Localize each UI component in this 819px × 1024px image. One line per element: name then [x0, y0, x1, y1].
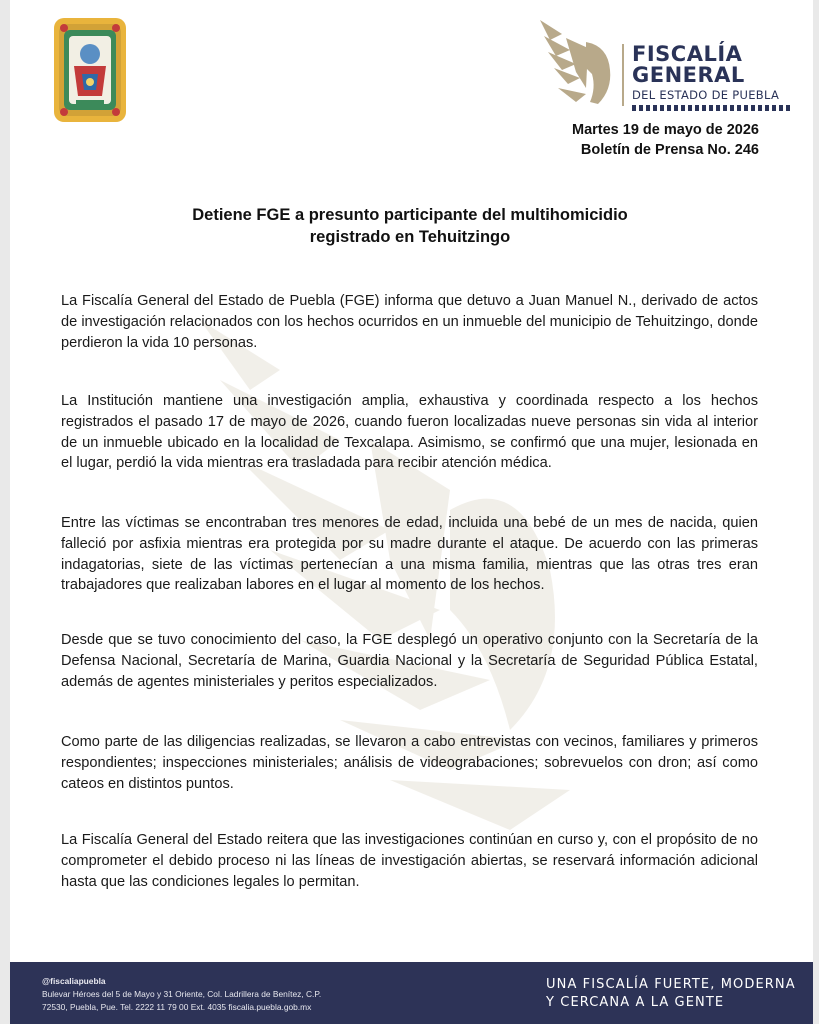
- brand-line2: GENERAL: [632, 63, 745, 87]
- social-handle: @fiscaliapuebla: [42, 976, 106, 986]
- footer-slogan: [546, 976, 796, 1012]
- brand-divider: [622, 44, 624, 106]
- brand-dots: [632, 105, 790, 111]
- bulletin-number: Boletín de Prensa No. 246: [580, 142, 759, 158]
- footer-contact: [42, 975, 321, 1014]
- slogan-line1: UNA FISCALÍA FUERTE, MODERNA: [546, 977, 796, 992]
- footer-address-1: Bulevar Héroes del 5 de Mayo y 31 Oriente, Col. Ladrillera de Benítez, C.P.: [42, 989, 322, 999]
- paragraph-4: Desde que se tuvo conocimiento del caso, la FGE desplegó un operativo conjunto con la Secretaría de la Defensa Nacional, Secretaría de Marina, Guardia Nacional y la Secretaría de Seguridad Pública Estatal, además de agentes ministeriales y peritos especializados.: [61, 632, 758, 690]
- paragraph-3: Entre las víctimas se encontraban tres menores de edad, incluida una bebé de un mes de nacida, quien falleció por asfixia mientras era protegida por su madre durante el ataque. De acuerdo con las primeras indagatorias, siete de las víctimas pertenecían a una misma familia, mientras que las otras tres eran trabajadores que realizaban labores en el lugar al momento de los hechos.: [61, 515, 758, 594]
- paragraph-1: La Fiscalía General del Estado de Puebla (FGE) informa que detuvo a Juan Manuel N., derivado de actos de investigación relacionados con los hechos ocurridos en un inmueble del municipio de Tehuitzingo, donde perdieron la vida 10 personas.: [61, 293, 758, 351]
- brand-line3: DEL ESTADO DE PUEBLA: [632, 88, 780, 102]
- fiscalia-head-logo-icon: [536, 18, 616, 110]
- fiscalia-brand: [536, 18, 796, 110]
- brand-text: [632, 44, 802, 111]
- page-edge-left: [0, 0, 10, 1024]
- title-line1: Detiene FGE a presunto participante del multihomicidio: [192, 206, 628, 224]
- release-date: Martes 19 de mayo de 2026: [572, 122, 759, 138]
- slogan-line2: Y CERCANA A LA GENTE: [546, 995, 725, 1010]
- footer-address-2: 72530, Puebla, Pue. Tel. 2222 11 79 00 Ext. 4035 fiscalia.puebla.gob.mx: [42, 1002, 312, 1012]
- title-line2: registrado en Tehuitzingo: [309, 228, 511, 246]
- paragraph-5: Como parte de las diligencias realizadas, se llevaron a cabo entrevistas con vecinos, familiares y primeros respondientes; inspecciones ministeriales; análisis de videograbaciones; sobrevuelos con dron; así como cateos en distintos puntos.: [61, 734, 758, 792]
- page-title: [60, 204, 760, 248]
- brand-line1: FISCALÍA: [632, 42, 743, 66]
- footer-bar: [10, 962, 813, 1024]
- state-coat-of-arms-icon: [52, 16, 128, 124]
- page-edge-right: [813, 0, 819, 1024]
- paragraph-2: La Institución mantiene una investigación amplia, exhaustiva y coordinada respecto a los hechos registrados el pasado 17 de mayo de 2026, cuando fueron localizadas nueve personas sin vida al interior de un inmueble ubicado en la localidad de Texcalapa. Asimismo, se confirmó que una mujer, lesionada en el lugar, perdió la vida mientras era trasladada para recibir atención médica.: [61, 393, 758, 472]
- paragraph-6: La Fiscalía General del Estado reitera que las investigaciones continúan en curso y, con el propósito de no comprometer el debido proceso ni las líneas de investigación abiertas, se reservará información adicional hasta que las condiciones legales lo permitan.: [61, 832, 758, 890]
